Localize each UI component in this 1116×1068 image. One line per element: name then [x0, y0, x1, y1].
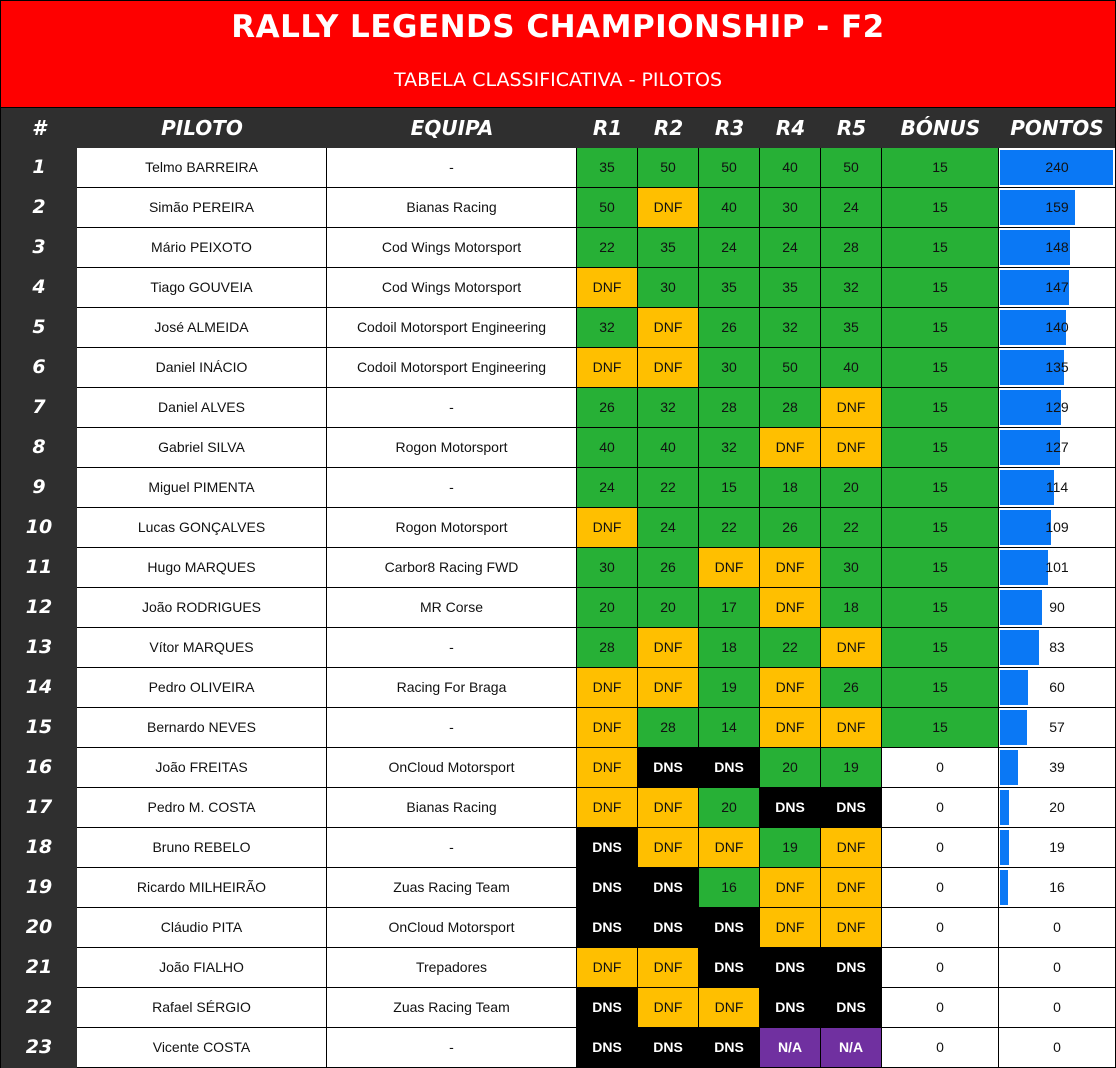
- race-result-cell: 50: [760, 348, 821, 388]
- table-row: [1, 628, 1115, 668]
- race-result-cell: DNS: [577, 908, 638, 948]
- race-result-cell: DNS: [760, 948, 821, 988]
- points-cell: [999, 988, 1116, 1028]
- bonus-cell: 0: [882, 868, 999, 908]
- race-result-cell: N/A: [760, 1028, 821, 1068]
- race-result-cell: 35: [699, 268, 760, 308]
- race-result-cell: DNF: [577, 508, 638, 548]
- table-row: [1, 868, 1115, 908]
- race-result-cell: 24: [699, 228, 760, 268]
- race-result-cell: DNF: [638, 188, 699, 228]
- col-header-points: PONTOS: [1010, 116, 1104, 140]
- points-value: 39: [1049, 759, 1065, 775]
- driver-name-cell: Telmo BARREIRA: [77, 148, 327, 188]
- points-value: 114: [1045, 479, 1069, 495]
- position-cell: 20: [1, 908, 77, 948]
- points-cell: [999, 868, 1116, 908]
- race-result-cell: DNF: [638, 348, 699, 388]
- points-value: 0: [1053, 1039, 1061, 1055]
- points-cell: [999, 428, 1116, 468]
- bonus-cell: 15: [882, 668, 999, 708]
- title-banner: [1, 1, 1115, 108]
- team-cell: Rogon Motorsport: [327, 508, 577, 548]
- race-result-cell: 19: [699, 668, 760, 708]
- race-result-cell: DNF: [638, 788, 699, 828]
- driver-name-cell: Tiago GOUVEIA: [77, 268, 327, 308]
- table-row: [1, 908, 1115, 948]
- race-result-cell: 18: [760, 468, 821, 508]
- race-result-cell: DNF: [577, 668, 638, 708]
- race-result-cell: DNS: [699, 748, 760, 788]
- race-result-cell: DNF: [821, 828, 882, 868]
- points-cell: [999, 268, 1116, 308]
- points-value: 148: [1045, 239, 1069, 255]
- race-result-cell: 32: [638, 388, 699, 428]
- race-result-cell: 26: [760, 508, 821, 548]
- race-result-cell: DNF: [638, 948, 699, 988]
- points-cell: [999, 348, 1116, 388]
- points-cell: [999, 228, 1116, 268]
- race-result-cell: DNS: [638, 868, 699, 908]
- table-row: [1, 308, 1115, 348]
- race-result-cell: 35: [638, 228, 699, 268]
- points-value: 57: [1049, 719, 1065, 735]
- points-cell: [999, 508, 1116, 548]
- col-header-team: EQUIPA: [410, 116, 494, 140]
- points-cell: [999, 548, 1116, 588]
- race-result-cell: DNS: [760, 788, 821, 828]
- race-result-cell: DNS: [699, 948, 760, 988]
- race-result-cell: DNF: [821, 868, 882, 908]
- race-result-cell: DNF: [821, 428, 882, 468]
- position-cell: 2: [1, 188, 77, 228]
- table-row: [1, 668, 1115, 708]
- race-result-cell: 40: [699, 188, 760, 228]
- position-cell: 4: [1, 268, 77, 308]
- team-cell: Cod Wings Motorsport: [327, 268, 577, 308]
- bonus-cell: 15: [882, 268, 999, 308]
- table-row: [1, 748, 1115, 788]
- race-result-cell: DNF: [760, 908, 821, 948]
- col-header-r1: R1: [592, 116, 623, 140]
- race-result-cell: 30: [699, 348, 760, 388]
- driver-name-cell: Pedro M. COSTA: [77, 788, 327, 828]
- col-header-r4: R4: [775, 116, 806, 140]
- race-result-cell: DNF: [577, 708, 638, 748]
- table-row: [1, 828, 1115, 868]
- race-result-cell: DNS: [821, 948, 882, 988]
- points-value: 240: [1045, 159, 1069, 175]
- race-result-cell: DNF: [577, 788, 638, 828]
- team-cell: OnCloud Motorsport: [327, 908, 577, 948]
- race-result-cell: 14: [699, 708, 760, 748]
- position-cell: 11: [1, 548, 77, 588]
- points-cell: [999, 748, 1116, 788]
- col-header-r5: R5: [836, 116, 867, 140]
- race-result-cell: 28: [760, 388, 821, 428]
- driver-name-cell: Rafael SÉRGIO: [77, 988, 327, 1028]
- position-cell: 16: [1, 748, 77, 788]
- driver-name-cell: João RODRIGUES: [77, 588, 327, 628]
- driver-name-cell: Lucas GONÇALVES: [77, 508, 327, 548]
- driver-name-cell: Hugo MARQUES: [77, 548, 327, 588]
- bonus-cell: 15: [882, 468, 999, 508]
- bonus-cell: 15: [882, 588, 999, 628]
- race-result-cell: 40: [821, 348, 882, 388]
- position-cell: 21: [1, 948, 77, 988]
- table-row: [1, 428, 1115, 468]
- driver-name-cell: Cláudio PITA: [77, 908, 327, 948]
- position-cell: 19: [1, 868, 77, 908]
- position-cell: 22: [1, 988, 77, 1028]
- race-result-cell: DNF: [699, 988, 760, 1028]
- team-cell: Codoil Motorsport Engineering: [327, 308, 577, 348]
- col-header-r2: R2: [653, 116, 684, 140]
- points-value: 135: [1045, 359, 1069, 375]
- bonus-cell: 15: [882, 628, 999, 668]
- table-row: [1, 348, 1115, 388]
- table-row: [1, 588, 1115, 628]
- bonus-cell: 15: [882, 228, 999, 268]
- points-value: 16: [1049, 879, 1065, 895]
- race-result-cell: DNS: [699, 1028, 760, 1068]
- points-cell: [999, 1028, 1116, 1068]
- race-result-cell: 40: [577, 428, 638, 468]
- race-result-cell: DNF: [638, 668, 699, 708]
- race-result-cell: DNF: [760, 868, 821, 908]
- driver-name-cell: Vicente COSTA: [77, 1028, 327, 1068]
- team-cell: Rogon Motorsport: [327, 428, 577, 468]
- race-result-cell: DNS: [638, 1028, 699, 1068]
- race-result-cell: 19: [821, 748, 882, 788]
- points-cell: [999, 468, 1116, 508]
- table-row: [1, 268, 1115, 308]
- driver-name-cell: João FREITAS: [77, 748, 327, 788]
- position-cell: 8: [1, 428, 77, 468]
- points-cell: [999, 788, 1116, 828]
- race-result-cell: DNS: [577, 868, 638, 908]
- driver-name-cell: Miguel PIMENTA: [77, 468, 327, 508]
- race-result-cell: 50: [699, 148, 760, 188]
- points-value: 129: [1045, 399, 1069, 415]
- team-cell: Racing For Braga: [327, 668, 577, 708]
- team-cell: Zuas Racing Team: [327, 868, 577, 908]
- race-result-cell: 40: [760, 148, 821, 188]
- table-row: [1, 788, 1115, 828]
- bonus-cell: 15: [882, 708, 999, 748]
- race-result-cell: DNS: [821, 988, 882, 1028]
- race-result-cell: 22: [699, 508, 760, 548]
- driver-name-cell: Simão PEREIRA: [77, 188, 327, 228]
- team-cell: Codoil Motorsport Engineering: [327, 348, 577, 388]
- race-result-cell: 22: [760, 628, 821, 668]
- race-result-cell: 26: [699, 308, 760, 348]
- team-cell: Trepadores: [327, 948, 577, 988]
- points-value: 0: [1053, 919, 1061, 935]
- team-cell: -: [327, 708, 577, 748]
- position-cell: 15: [1, 708, 77, 748]
- points-value: 140: [1045, 319, 1069, 335]
- points-value: 83: [1049, 639, 1065, 655]
- position-cell: 14: [1, 668, 77, 708]
- race-result-cell: 28: [577, 628, 638, 668]
- points-value: 159: [1045, 199, 1069, 215]
- bonus-cell: 0: [882, 908, 999, 948]
- position-cell: 6: [1, 348, 77, 388]
- race-result-cell: 19: [760, 828, 821, 868]
- position-cell: 1: [1, 148, 77, 188]
- race-result-cell: 15: [699, 468, 760, 508]
- points-value: 60: [1049, 679, 1065, 695]
- race-result-cell: DNF: [760, 708, 821, 748]
- race-result-cell: 35: [577, 148, 638, 188]
- table-row: [1, 508, 1115, 548]
- driver-name-cell: Bernardo NEVES: [77, 708, 327, 748]
- driver-name-cell: Ricardo MILHEIRÃO: [77, 868, 327, 908]
- race-result-cell: 20: [699, 788, 760, 828]
- race-result-cell: DNS: [577, 988, 638, 1028]
- race-result-cell: 30: [638, 268, 699, 308]
- points-value: 101: [1045, 559, 1069, 575]
- race-result-cell: 24: [638, 508, 699, 548]
- race-result-cell: 26: [821, 668, 882, 708]
- position-cell: 7: [1, 388, 77, 428]
- team-cell: -: [327, 148, 577, 188]
- race-result-cell: 50: [577, 188, 638, 228]
- race-result-cell: 22: [577, 228, 638, 268]
- table-header: [1, 108, 1115, 148]
- table-row: [1, 148, 1115, 188]
- team-cell: -: [327, 628, 577, 668]
- bonus-cell: 15: [882, 428, 999, 468]
- points-value: 0: [1053, 959, 1061, 975]
- race-result-cell: DNS: [638, 748, 699, 788]
- race-result-cell: N/A: [821, 1028, 882, 1068]
- position-cell: 5: [1, 308, 77, 348]
- points-value: 19: [1049, 839, 1065, 855]
- race-result-cell: 28: [699, 388, 760, 428]
- race-result-cell: DNS: [577, 828, 638, 868]
- race-result-cell: 24: [821, 188, 882, 228]
- race-result-cell: DNS: [760, 988, 821, 1028]
- points-cell: [999, 188, 1116, 228]
- table-row: [1, 988, 1115, 1028]
- position-cell: 9: [1, 468, 77, 508]
- driver-name-cell: Daniel INÁCIO: [77, 348, 327, 388]
- bonus-cell: 15: [882, 188, 999, 228]
- table-row: [1, 468, 1115, 508]
- col-header-driver: PILOTO: [161, 116, 243, 140]
- race-result-cell: 28: [638, 708, 699, 748]
- table-row: [1, 548, 1115, 588]
- team-cell: Carbor8 Racing FWD: [327, 548, 577, 588]
- driver-name-cell: Daniel ALVES: [77, 388, 327, 428]
- race-result-cell: 20: [760, 748, 821, 788]
- race-result-cell: DNF: [638, 628, 699, 668]
- position-cell: 17: [1, 788, 77, 828]
- race-result-cell: DNS: [821, 788, 882, 828]
- col-header-r3: R3: [714, 116, 745, 140]
- bonus-cell: 0: [882, 828, 999, 868]
- race-result-cell: DNS: [577, 1028, 638, 1068]
- bonus-cell: 15: [882, 348, 999, 388]
- race-result-cell: 24: [577, 468, 638, 508]
- team-cell: -: [327, 1028, 577, 1068]
- points-value: 127: [1045, 439, 1069, 455]
- points-cell: [999, 908, 1116, 948]
- bonus-cell: 0: [882, 948, 999, 988]
- race-result-cell: DNF: [821, 908, 882, 948]
- race-result-cell: 40: [638, 428, 699, 468]
- team-cell: MR Corse: [327, 588, 577, 628]
- team-cell: Cod Wings Motorsport: [327, 228, 577, 268]
- race-result-cell: DNF: [577, 348, 638, 388]
- team-cell: Zuas Racing Team: [327, 988, 577, 1028]
- team-cell: Bianas Racing: [327, 188, 577, 228]
- race-result-cell: DNS: [699, 908, 760, 948]
- race-result-cell: 22: [821, 508, 882, 548]
- table-row: [1, 1028, 1115, 1068]
- col-header-bonus: BÓNUS: [900, 116, 981, 140]
- race-result-cell: 32: [821, 268, 882, 308]
- race-result-cell: 32: [699, 428, 760, 468]
- bonus-cell: 0: [882, 1028, 999, 1068]
- team-cell: -: [327, 468, 577, 508]
- points-cell: [999, 628, 1116, 668]
- bonus-cell: 0: [882, 748, 999, 788]
- race-result-cell: 30: [760, 188, 821, 228]
- standings-table-body: [1, 148, 1115, 1068]
- race-result-cell: 35: [760, 268, 821, 308]
- table-row: [1, 188, 1115, 228]
- bonus-cell: 0: [882, 988, 999, 1028]
- race-result-cell: DNF: [577, 948, 638, 988]
- bonus-cell: 15: [882, 508, 999, 548]
- position-cell: 10: [1, 508, 77, 548]
- table-row: [1, 948, 1115, 988]
- points-value: 90: [1049, 599, 1065, 615]
- driver-name-cell: Pedro OLIVEIRA: [77, 668, 327, 708]
- race-result-cell: 28: [821, 228, 882, 268]
- race-result-cell: DNF: [577, 748, 638, 788]
- bonus-cell: 15: [882, 308, 999, 348]
- race-result-cell: 30: [577, 548, 638, 588]
- race-result-cell: DNF: [638, 308, 699, 348]
- race-result-cell: 32: [577, 308, 638, 348]
- race-result-cell: 26: [577, 388, 638, 428]
- race-result-cell: DNF: [577, 268, 638, 308]
- page-title: RALLY LEGENDS CHAMPIONSHIP - F2: [231, 9, 885, 45]
- col-header-position: #: [32, 116, 46, 140]
- driver-name-cell: João FIALHO: [77, 948, 327, 988]
- points-cell: [999, 828, 1116, 868]
- table-row: [1, 228, 1115, 268]
- driver-name-cell: Bruno REBELO: [77, 828, 327, 868]
- team-cell: -: [327, 828, 577, 868]
- page-subtitle: TABELA CLASSIFICATIVA - PILOTOS: [393, 69, 723, 91]
- race-result-cell: DNS: [638, 908, 699, 948]
- race-result-cell: DNF: [699, 548, 760, 588]
- points-value: 147: [1045, 279, 1069, 295]
- team-cell: -: [327, 388, 577, 428]
- race-result-cell: 22: [638, 468, 699, 508]
- points-value: 109: [1045, 519, 1069, 535]
- points-cell: [999, 308, 1116, 348]
- bonus-cell: 0: [882, 788, 999, 828]
- bonus-cell: 15: [882, 148, 999, 188]
- race-result-cell: DNF: [821, 708, 882, 748]
- race-result-cell: DNF: [760, 548, 821, 588]
- points-value: 20: [1049, 799, 1065, 815]
- race-result-cell: 18: [821, 588, 882, 628]
- race-result-cell: DNF: [821, 628, 882, 668]
- table-row: [1, 388, 1115, 428]
- driver-name-cell: José ALMEIDA: [77, 308, 327, 348]
- table-row: [1, 708, 1115, 748]
- team-cell: Bianas Racing: [327, 788, 577, 828]
- points-cell: [999, 948, 1116, 988]
- race-result-cell: DNF: [699, 828, 760, 868]
- driver-name-cell: Mário PEIXOTO: [77, 228, 327, 268]
- race-result-cell: 16: [699, 868, 760, 908]
- bonus-cell: 15: [882, 548, 999, 588]
- race-result-cell: 17: [699, 588, 760, 628]
- points-cell: [999, 708, 1116, 748]
- race-result-cell: 20: [821, 468, 882, 508]
- bonus-cell: 15: [882, 388, 999, 428]
- race-result-cell: 24: [760, 228, 821, 268]
- driver-name-cell: Vítor MARQUES: [77, 628, 327, 668]
- race-result-cell: 35: [821, 308, 882, 348]
- race-result-cell: 26: [638, 548, 699, 588]
- race-result-cell: DNF: [638, 988, 699, 1028]
- race-result-cell: DNF: [760, 668, 821, 708]
- race-result-cell: 50: [638, 148, 699, 188]
- race-result-cell: DNF: [638, 828, 699, 868]
- position-cell: 3: [1, 228, 77, 268]
- race-result-cell: 50: [821, 148, 882, 188]
- points-cell: [999, 668, 1116, 708]
- position-cell: 23: [1, 1028, 77, 1068]
- race-result-cell: DNF: [760, 428, 821, 468]
- race-result-cell: DNF: [821, 388, 882, 428]
- race-result-cell: 20: [577, 588, 638, 628]
- team-cell: OnCloud Motorsport: [327, 748, 577, 788]
- points-value: 0: [1053, 999, 1061, 1015]
- driver-name-cell: Gabriel SILVA: [77, 428, 327, 468]
- position-cell: 13: [1, 628, 77, 668]
- points-cell: [999, 388, 1116, 428]
- race-result-cell: 32: [760, 308, 821, 348]
- position-cell: 18: [1, 828, 77, 868]
- points-cell: [999, 588, 1116, 628]
- points-cell: [999, 148, 1116, 188]
- race-result-cell: 20: [638, 588, 699, 628]
- race-result-cell: 30: [821, 548, 882, 588]
- position-cell: 12: [1, 588, 77, 628]
- race-result-cell: DNF: [760, 588, 821, 628]
- race-result-cell: 18: [699, 628, 760, 668]
